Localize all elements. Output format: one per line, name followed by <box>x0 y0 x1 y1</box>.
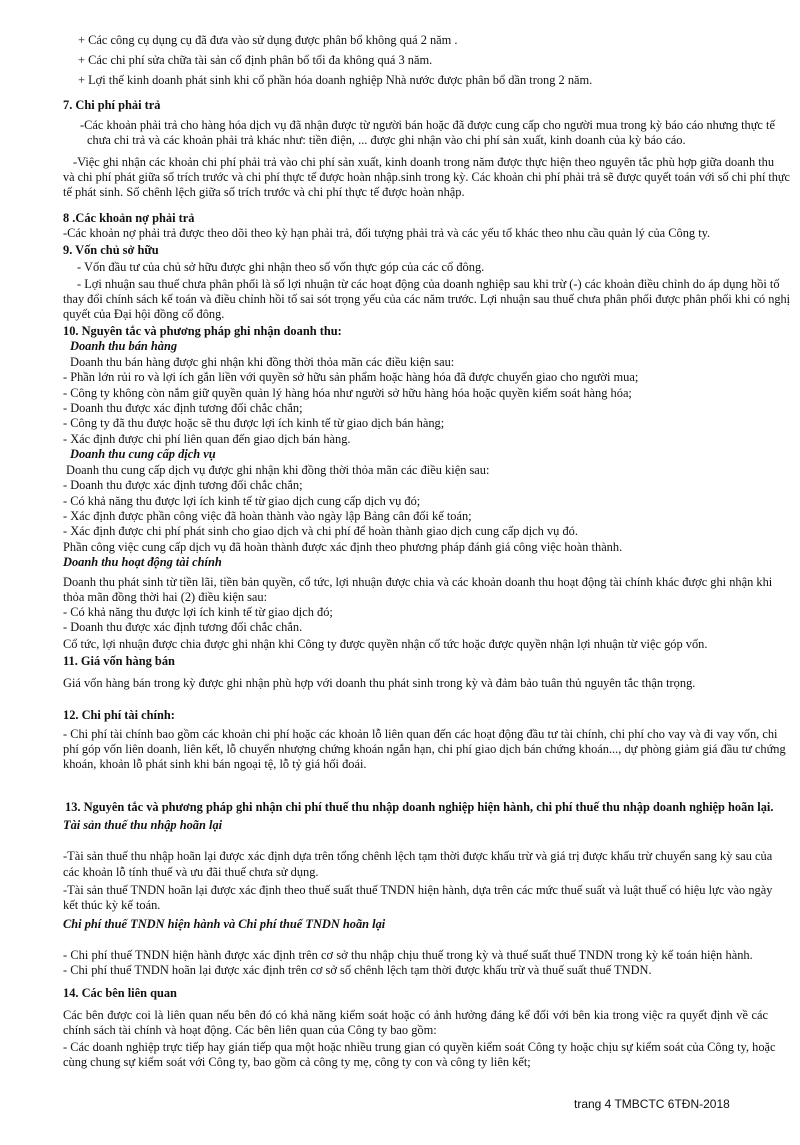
text-line: - Vốn đầu tư của chủ sở hữu được ghi nhận theo số vốn thực góp của các cổ đông. <box>77 260 485 274</box>
text-line: - Chi phí thuế TNDN hoãn lại được xác định trên cơ sở số chênh lệch tạm thời được khấu trừ và thuế suất thuế TNDN. <box>63 963 652 977</box>
text-line: - Có khả năng thu được lợi ích kinh tế từ giao dịch đó; <box>63 605 333 619</box>
text-line: và chi phí phát giữa số trích trước và chi phí thực tế được hoàn nhập.sinh trong kỳ. Các khoản chi phí phải trả sẽ được quyết toán với số chi phí thực <box>63 170 790 184</box>
text-line: - Các doanh nghiệp trực tiếp hay gián tiếp qua một hoặc nhiều trung gian có quyền kiểm soát Công ty hoặc chịu sự kiểm soát của Công ty, hoặc <box>63 1040 776 1054</box>
text-line: - Doanh thu được xác định tương đối chắc chắn. <box>63 620 303 634</box>
text-line: Doanh thu bán hàng được ghi nhận khi đồng thời thỏa mãn các điều kiện sau: <box>70 355 455 369</box>
text-line: + Các chi phí sửa chữa tài sản cố định phân bổ tối đa không quá 3 năm. <box>78 53 433 67</box>
text-line: - Xác định được chi phí liên quan đến giao dịch bán hàng. <box>63 432 351 446</box>
text-line: tế phát sinh. Số chênh lệch giữa số trích trước và chi phí thực tế được hoàn nhập. <box>63 185 465 199</box>
text-line: Các bên được coi là liên quan nếu bên đó có khả năng kiểm soát hoặc có ảnh hưởng đáng kể đối với bên kia trong việc ra quyết định về các <box>63 1008 768 1022</box>
section-heading: 12. Chi phí tài chính: <box>63 708 175 722</box>
page-footer: trang 4 TMBCTC 6TĐN-2018 <box>574 1097 730 1111</box>
text-line: Phần công việc cung cấp dịch vụ đã hoàn thành được xác định theo phương pháp đánh giá công việc hoàn thành. <box>63 540 623 554</box>
text-line: - Doanh thu được xác định tương đối chắc chắn; <box>63 401 303 415</box>
text-line: - Xác định được chi phí phát sinh cho giao dịch và chi phí để hoàn thành giao dịch cung cấp dịch vụ đó. <box>63 524 578 538</box>
text-line: Doanh thu cung cấp dịch vụ được ghi nhận khi đồng thời thỏa mãn các điều kiện sau: <box>66 463 490 477</box>
section-heading: Chi phí thuế TNDN hiện hành và Chi phí thuế TNDN hoãn lại <box>63 917 386 931</box>
section-heading: 14. Các bên liên quan <box>63 986 177 1000</box>
text-line: chưa chi trả và các khoản phải trả khác như: tiền điện, ... được ghi nhận vào chi phí sản xuất, kinh doanh của kỳ báo cáo. <box>87 133 686 147</box>
text-line: - Doanh thu được xác định tương đối chắc chắn; <box>63 478 303 492</box>
section-heading: Doanh thu bán hàng <box>70 339 178 353</box>
section-heading: 10. Nguyên tắc và phương pháp ghi nhận doanh thu: <box>63 324 342 338</box>
text-line: + Các công cụ dụng cụ đã đưa vào sử dụng được phân bổ không quá 2 năm . <box>78 33 458 47</box>
text-line: -Tài sản thuế thu nhập hoãn lại được xác định dựa trên tổng chênh lệch tạm thời được khấu trừ và giá trị được khấu trừ chuyển sang kỳ sau của <box>63 849 773 863</box>
text-line: - Lợi nhuận sau thuế chưa phân phối là số lợi nhuận từ các hoạt động của doanh nghiệp sau khi trừ (-) các khoản điều chỉnh do áp dụng hồi tố <box>77 277 780 291</box>
text-line: - Công ty đã thu được hoặc sẽ thu được lợi ích kinh tế từ giao dịch bán hàng; <box>63 416 445 430</box>
text-line: - Chi phí tài chính bao gồm các khoản chi phí hoặc các khoản lỗ liên quan đến các hoạt động đầu tư tài chính, chi phí cho vay và đi vay vốn, chi <box>63 727 778 741</box>
section-heading: 11. Giá vốn hàng bán <box>63 654 175 668</box>
section-heading: 7. Chi phí phải trả <box>63 98 161 112</box>
text-line: cùng chung sự kiểm soát với Công ty, bao gồm cả công ty mẹ, công ty con và công ty liên kết; <box>63 1055 531 1069</box>
text-line: thỏa mãn đồng thời hai (2) điều kiện sau: <box>63 590 268 604</box>
text-line: -Các khoản nợ phải trả được theo dõi theo kỳ hạn phải trả, đối tượng phải trả và các yếu tố khác theo nhu cầu quản lý của Công ty. <box>63 226 711 240</box>
text-line: - Xác định được phần công việc đã hoàn thành vào ngày lập Bảng cân đối kế toán; <box>63 509 472 523</box>
text-line: kết thúc kỳ kế toán. <box>63 898 161 912</box>
text-line: - Phần lớn rủi ro và lợi ích gắn liền với quyền sở hữu sản phẩm hoặc hàng hóa đã được chuyển giao cho người mua; <box>63 370 639 384</box>
text-line: chính sách tài chính và hoạt động. Các bên liên quan của Công ty bao gồm: <box>63 1023 437 1037</box>
text-line: phí góp vốn liên doanh, liên kết, lỗ chuyển nhượng chứng khoán ngắn hạn, chi phí giao dịch bán chứng khoán..., dự phòng giảm giá đầu tư chứng <box>63 742 786 756</box>
text-line: -Các khoản phải trả cho hàng hóa dịch vụ đã nhận được từ người bán hoặc đã được cung cấp cho người mua trong kỳ báo cáo nhưng thực tế <box>80 118 775 132</box>
text-line: Giá vốn hàng bán trong kỳ được ghi nhận phù hợp với doanh thu phát sinh trong kỳ và đảm bảo tuân thủ nguyên tắc thận trọng. <box>63 676 696 690</box>
text-line: khoán, khoản lỗ phát sinh khi bán ngoại tệ, lỗ tỷ giá hối đoái. <box>63 757 367 771</box>
text-line: - Công ty không còn nắm giữ quyền quản lý hàng hóa như người sở hữu hàng hóa hoặc quyền kiểm soát hàng hóa; <box>63 386 632 400</box>
text-line: + Lợi thế kinh doanh phát sinh khi cổ phần hóa doanh nghiệp Nhà nước được phân bổ dần trong 2 năm. <box>78 73 593 87</box>
text-line: -Tài sản thuế TNDN hoãn lại được xác định theo thuế suất thuế TNDN hiện hành, dựa trên các mức thuế suất và luật thuế có hiệu lực vào ngày <box>63 883 773 897</box>
text-line: các khoản lỗ tính thuế và ưu đãi thuế chưa sử dụng. <box>63 865 319 879</box>
section-heading: Doanh thu cung cấp dịch vụ <box>70 447 216 461</box>
section-heading: 9. Vốn chủ sở hữu <box>63 243 159 257</box>
section-heading: 8 .Các khoản nợ phải trả <box>63 211 195 225</box>
text-line: - Chi phí thuế TNDN hiện hành được xác định trên cơ sở thu nhập chịu thuế trong kỳ và thuế suất thuế TNDN trong kỳ kế toán hiện hành. <box>63 948 753 962</box>
text-line: -Việc ghi nhận các khoản chi phí phải trả vào chi phí sản xuất, kinh doanh trong năm được thực hiện theo nguyên tắc phù hợp giữa doanh thu <box>73 155 775 169</box>
text-line: - Có khả năng thu được lợi ích kinh tế từ giao dịch cung cấp dịch vụ đó; <box>63 494 421 508</box>
section-heading: Doanh thu hoạt động tài chính <box>63 555 222 569</box>
text-line: Cổ tức, lợi nhuận được chia được ghi nhận khi Công ty được quyền nhận cổ tức hoặc được quyền nhận lợi nhuận từ việc góp vốn. <box>63 637 708 651</box>
section-heading: Tài sản thuế thu nhập hoãn lại <box>63 818 223 832</box>
text-line: quyết của Đại hội đồng cổ đông. <box>63 307 225 321</box>
text-line: thay đổi chính sách kế toán và điều chỉnh hồi tố sai sót trọng yếu của các năm trước. Lợi nhuận sau thuế chưa phân phối được phân phối khi có nghị <box>63 292 790 306</box>
text-line: Doanh thu phát sinh từ tiền lãi, tiền bản quyền, cổ tức, lợi nhuận được chia và các khoản doanh thu hoạt động tài chính khác được ghi nhận khi <box>63 575 773 589</box>
section-heading: 13. Nguyên tắc và phương pháp ghi nhận chi phí thuế thu nhập doanh nghiệp hiện hành, chi phí thuế thu nhập doanh nghiệp hoãn lại. <box>65 800 774 814</box>
